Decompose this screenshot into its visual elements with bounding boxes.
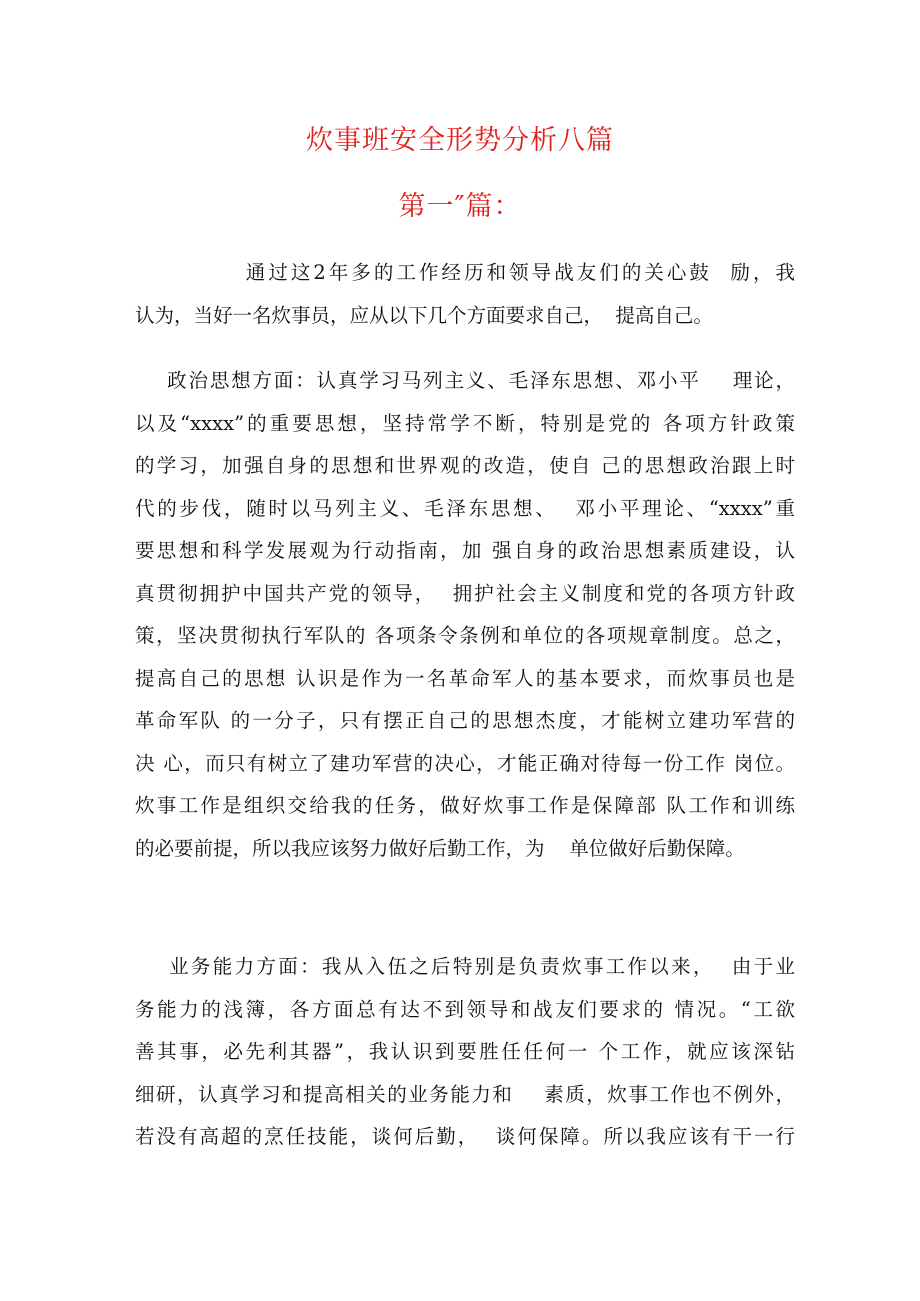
paragraph-intro	[135, 252, 795, 337]
document-title: 炊事班安全形势分析八篇	[306, 125, 614, 156]
paragraph-line: 以及“xxxx”的重要思想，坚持常学不断，特别是党的 各项方针政策	[135, 411, 795, 435]
paragraph-line: 炊事工作是组织交给我的任务，做好炊事工作是保障部 队工作和训练	[135, 794, 795, 817]
paragraph-line: 若没有高超的烹任技能，谈何后勤， 谈何保障。所以我应该有干一行	[135, 1125, 795, 1148]
paragraph-line: 认为，当好一名炊事员，应从以下几个方面要求自己， 提高自己。	[135, 303, 713, 327]
paragraph-line: 善其事，必先利其器”，我认识到要胜任任何一 个工作，就应该深钻	[135, 1040, 795, 1063]
paragraph-line: 真贯彻拥护中国共产党的领导， 拥护社会主义制度和党的各项方针政	[135, 581, 795, 605]
paragraph-line: 细研，认真学习和提高相关的业务能力和 素质，炊事工作也不例外，	[135, 1082, 795, 1106]
paragraph-line: 决 心，而只有树立了建功军营的决心，才能正确对待每一份工作 岗位。	[135, 751, 795, 775]
paragraph-line: 业务能力方面：我从入伍之后特别是负责炊事工作以来， 由于业	[135, 955, 795, 978]
paragraph-line: 提高自己的思想 认识是作为一名革命军人的基本要求，而炊事员也是	[135, 666, 795, 690]
paragraph-business-ability	[135, 946, 795, 1159]
paragraph-line: 通过这2年多的工作经历和领导战友们的关心鼓 励，我	[135, 261, 795, 284]
document-subtitle: 第一″篇：	[398, 191, 522, 222]
paragraph-line: 要思想和科学发展观为行动指南，加 强自身的政治思想素质建设，认	[135, 539, 795, 562]
paragraph-line: 务能力的浅簿，各方面总有达不到领导和战友们要求的 情况。“工欲	[135, 997, 795, 1021]
paragraph-line: 的学习，加强自身的思想和世界观的改造，使自 己的思想政治跟上时	[135, 454, 795, 477]
paragraph-line: 策，坚决贯彻执行军队的 各项条令条例和单位的各项规章制度。总之，	[135, 624, 795, 647]
paragraph-line: 政治思想方面：认真学习马列主义、毛泽东思想、邓小平 理论，	[135, 369, 795, 392]
paragraph-line: 代的步伐，随时以马列主义、毛泽东思想、 邓小平理论、“xxxx”重	[135, 496, 795, 520]
paragraph-line: 的必要前提，所以我应该努力做好后勤工作，为 单位做好后勤保障。	[135, 836, 745, 860]
paragraph-political-thought	[135, 360, 795, 870]
paragraph-line: 革命军队 的一分子，只有摆正自己的思想杰度，才能树立建功军营的	[135, 709, 795, 732]
